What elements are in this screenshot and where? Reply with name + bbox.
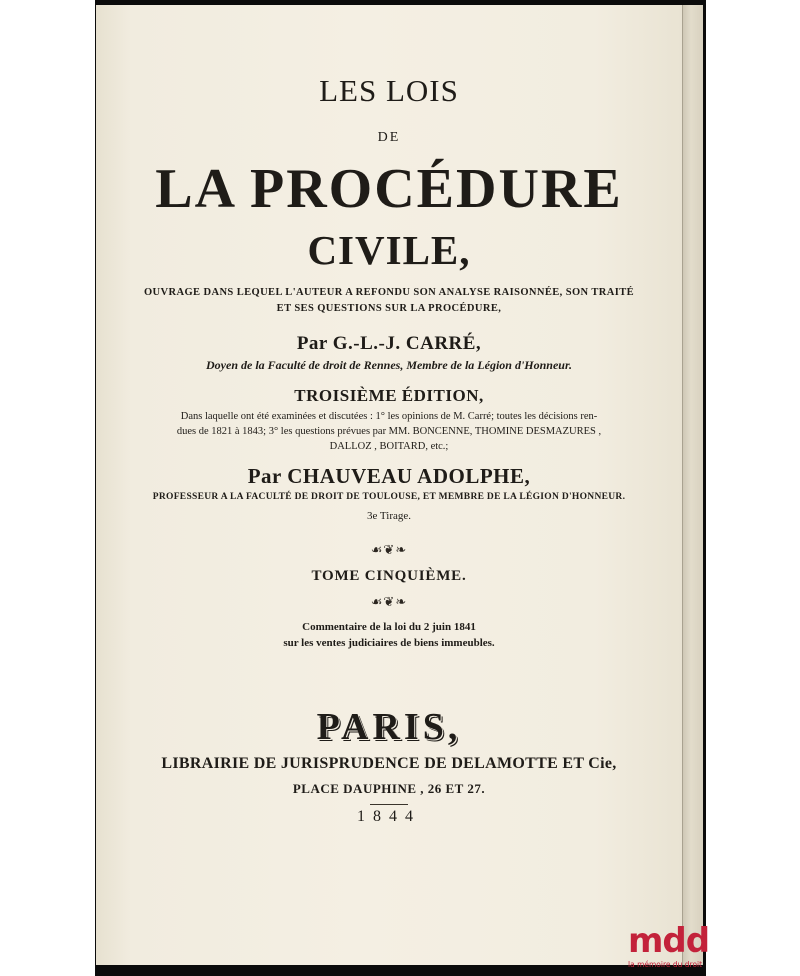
commentary-line-2: sur les ventes judiciaires de biens immeubles. (283, 637, 495, 649)
author1-name: G.-L.-J. CARRÉ, (332, 333, 482, 354)
title-line-de: DE (377, 130, 401, 145)
tirage-note: 3e Tirage. (367, 510, 411, 522)
ornament-bottom: ☙❦❧ (370, 594, 408, 609)
title-line-procedure: LA PROCÉDURE (155, 158, 623, 220)
author1-title: Doyen de la Faculté de droit de Rennes, Membre de la Légion d'Honneur. (206, 358, 572, 372)
edition-note-line-2: dues de 1821 à 1843; 3° les questions prévues par MM. BONCENNE, THOMINE DESMAZURES , (176, 426, 602, 437)
publisher-line: LIBRAIRIE DE JURISPRUDENCE DE DELAMOTTE ET Cie, (161, 755, 617, 772)
subtitle-line-2: ET SES QUESTIONS SUR LA PROCÉDURE, (276, 303, 502, 314)
edition-heading: TROISIÈME ÉDITION, (294, 386, 484, 405)
author2-name: CHAUVEAU ADOLPHE, (287, 464, 531, 488)
title-line-civile: CIVILE, (307, 227, 471, 273)
page-edge (682, 5, 703, 965)
ornament-top: ☙❦❧ (370, 542, 408, 557)
commentary-line-1: Commentaire de la loi du 2 juin 1841 (302, 621, 476, 633)
year-rule (370, 804, 408, 805)
edition-note-line-3: DALLOZ , BOITARD, etc.; (329, 441, 449, 452)
author2-title: PROFESSEUR A LA FACULTÉ DE DROIT DE TOULOUSE, ET MEMBRE DE LA LÉGION D'HONNEUR. (152, 492, 626, 502)
author1-line (96, 333, 682, 355)
logo-tagline: la mémoire du droit (628, 960, 703, 969)
city-imprint: PARIS, (316, 706, 462, 748)
author1-par: Par (296, 333, 328, 354)
subtitle-line-1: OUVRAGE DANS LEQUEL L'AUTEUR A REFONDU SON ANALYSE RAISONNÉE, SON TRAITÉ (143, 287, 635, 298)
watermark-logo (628, 921, 718, 974)
logo-mark: mdd (628, 921, 710, 961)
author2-line (96, 464, 682, 489)
publication-year: 1844 (357, 808, 421, 825)
title-page (96, 5, 682, 965)
author2-par: Par (247, 464, 282, 488)
edition-note-line-1: Dans laquelle ont été examinées et discutées : 1° les opinions de M. Carré; toutes les décisions ren- (180, 411, 598, 422)
address-line: PLACE DAUPHINE , 26 ET 27. (292, 781, 486, 796)
volume-label: TOME CINQUIÈME. (311, 568, 467, 584)
title-line-les-lois: LES LOIS (319, 73, 459, 108)
